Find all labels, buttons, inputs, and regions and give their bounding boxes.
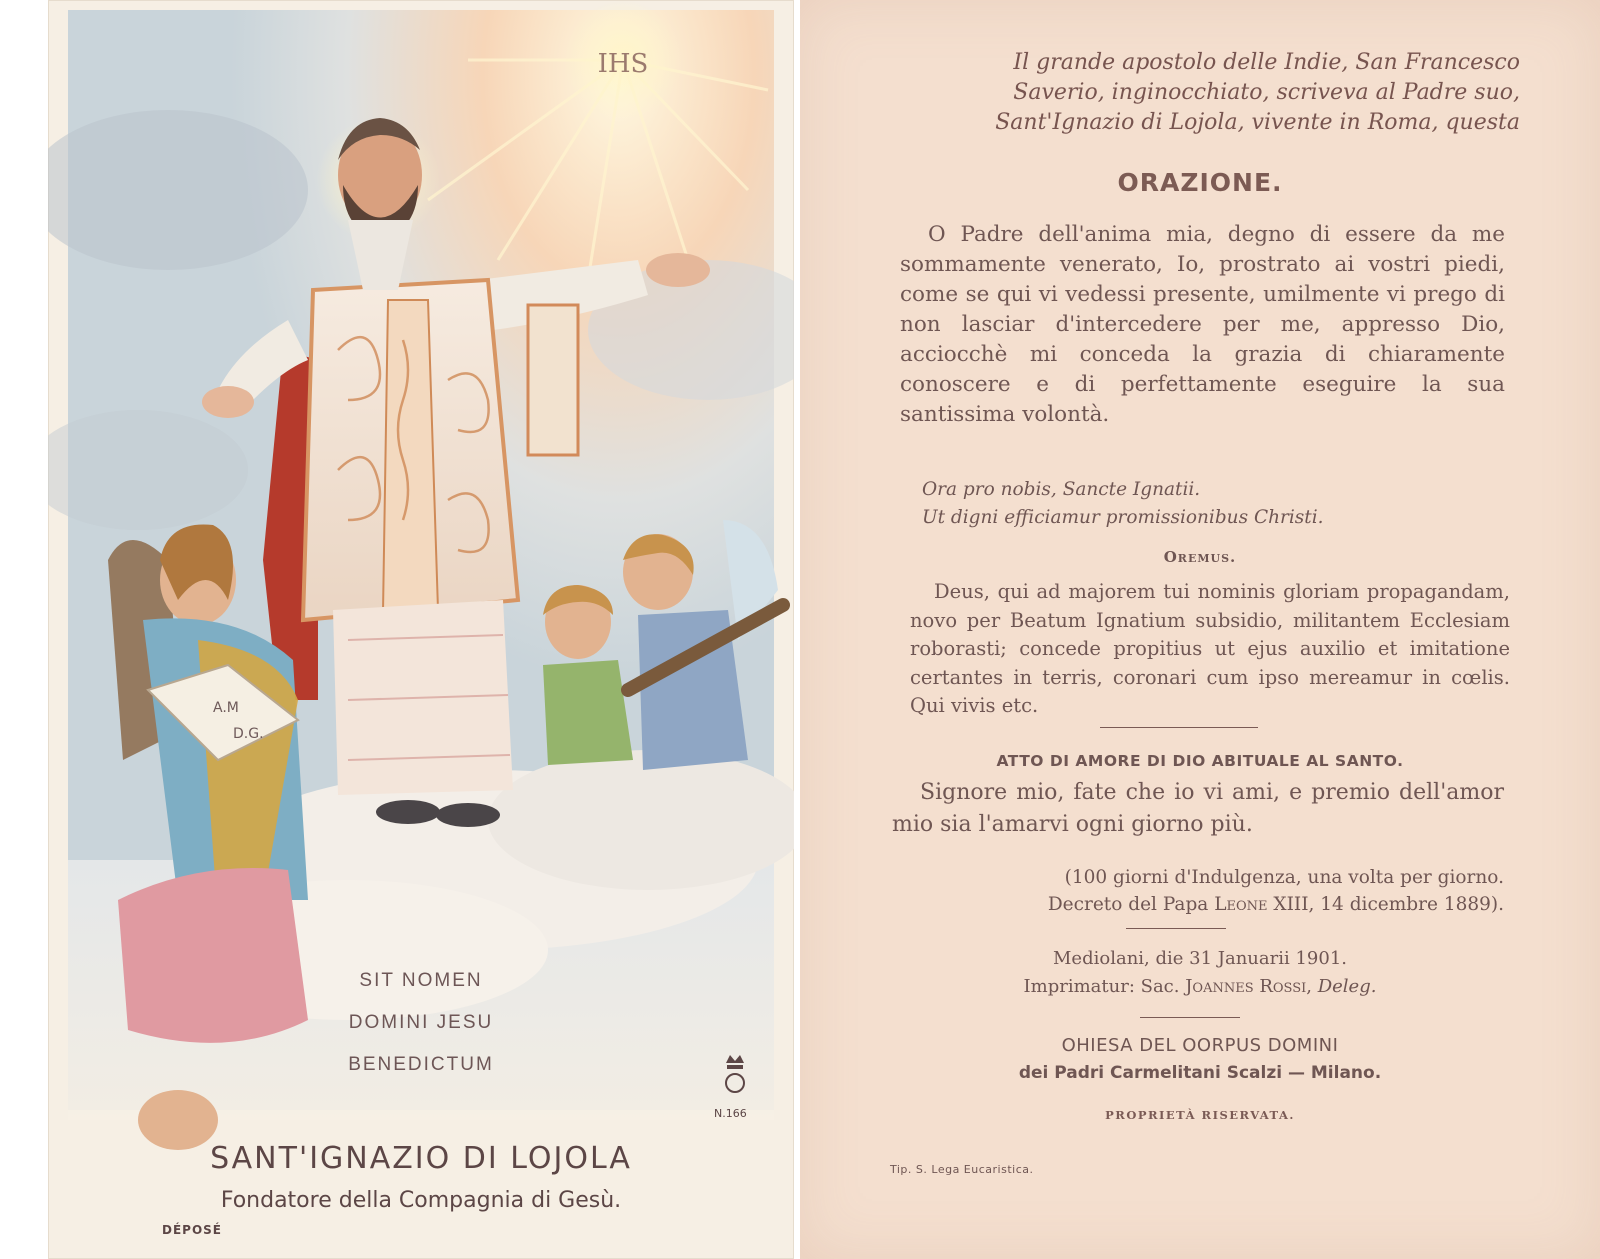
indulgence-note xyxy=(886,864,1504,918)
orazione-heading: ORAZIONE. xyxy=(1117,168,1283,197)
motto-line: SIT NOMEN xyxy=(359,970,483,991)
saint-subtitle: Fondatore della Compagnia di Gesù. xyxy=(220,1188,622,1213)
prayer-text xyxy=(900,220,1505,430)
mediolani-line: Mediolani, die 31 Januarii 1901. xyxy=(1053,948,1347,969)
intro-line: Sant'Ignazio di Lojola, vivente in Roma, questa xyxy=(995,110,1520,135)
indulgence-date: XIII, 14 dicembre 1889). xyxy=(1267,894,1504,915)
indulgence-line xyxy=(886,891,1504,918)
indulgence-text: Decreto del Papa xyxy=(1047,894,1215,915)
pope-name: Leone xyxy=(1214,894,1268,915)
atto-paragraph: Signore mio, fate che io vi ami, e premio dell'amor mio sia l'amarvi ogni giorno più. xyxy=(892,780,1504,837)
depose-mark: DÉPOSÉ xyxy=(162,1223,222,1237)
oremus-text xyxy=(910,578,1510,721)
rights-notice: PROPRIETÀ RISERVATA. xyxy=(1105,1108,1295,1122)
prayer-paragraph: O Padre dell'anima mia, degno di essere da me sommamente venerato, Io, prostrato ai vostri piedi, come se qui vi vedessi presente, umilmente vi prego di non lasciar d'intercedere per me, appresso Dio, acciocchè mi conceda la grazia di chiaramente conoscere e di perfettamente eseguire la sua santissima volontà. xyxy=(900,222,1505,427)
divider xyxy=(1126,928,1226,929)
imprimatur-role: Deleg. xyxy=(1317,976,1377,997)
atto-heading: ATTO DI AMORE DI DIO ABITUALE AL SANTO. xyxy=(996,752,1404,770)
motto-line: DOMINI JESU xyxy=(348,1012,494,1033)
atto-text xyxy=(892,777,1504,841)
intro-line: Saverio, inginocchiato, scriveva al Padre suo, xyxy=(1013,80,1520,105)
divider xyxy=(1140,1017,1240,1018)
printer-credit: Tip. S. Lega Eucaristica. xyxy=(890,1163,1034,1176)
latin-line: Ut digni efficiamur promissionibus Christi. xyxy=(922,507,1324,528)
church-subtitle: dei Padri Carmelitani Scalzi — Milano. xyxy=(1018,1063,1382,1083)
divider xyxy=(1100,727,1258,728)
indulgence-line: (100 giorni d'Indulgenza, una volta per giorno. xyxy=(1064,867,1504,888)
holy-card-front xyxy=(48,0,794,1259)
separator: , xyxy=(1306,976,1318,997)
book-text-am: A.M xyxy=(213,700,239,716)
ihs-monogram: IHS xyxy=(597,49,649,79)
church-name: OHIESA DEL OORPUS DOMINI xyxy=(1061,1035,1339,1056)
oremus-paragraph: Deus, qui ad majorem tui nominis gloriam propagandam, novo per Beatum Ignatium subsidio, militantem Ecclesiam roborasti; concede propitius ut ejus auxilio et imitatione certantes in terris, coronari cum ipso mereamur in cœlis. Qui vivis etc. xyxy=(910,580,1510,717)
imprimatur-block xyxy=(800,945,1600,1001)
oremus-heading: Oremus. xyxy=(1163,548,1237,566)
imprimatur-label: Imprimatur: Sac. xyxy=(1023,976,1186,997)
intro-line: Il grande apostolo delle Indie, San Francesco xyxy=(1013,50,1520,75)
motto-line: BENEDICTUM xyxy=(348,1054,494,1075)
latin-invocation xyxy=(922,476,1522,532)
saint-title: SANT'IGNAZIO DI LOJOLA xyxy=(210,1141,632,1176)
catalog-number: N.166 xyxy=(714,1107,747,1120)
holy-card-back xyxy=(800,0,1600,1259)
latin-motto xyxy=(48,960,794,1086)
latin-line: Ora pro nobis, Sancte Ignatii. xyxy=(922,479,1201,500)
imprimatur-line xyxy=(800,973,1600,1001)
book-text-dg: D.G. xyxy=(233,726,264,742)
imprimatur-name: Joannes Rossi xyxy=(1185,976,1307,997)
intro-paragraph xyxy=(920,48,1520,138)
